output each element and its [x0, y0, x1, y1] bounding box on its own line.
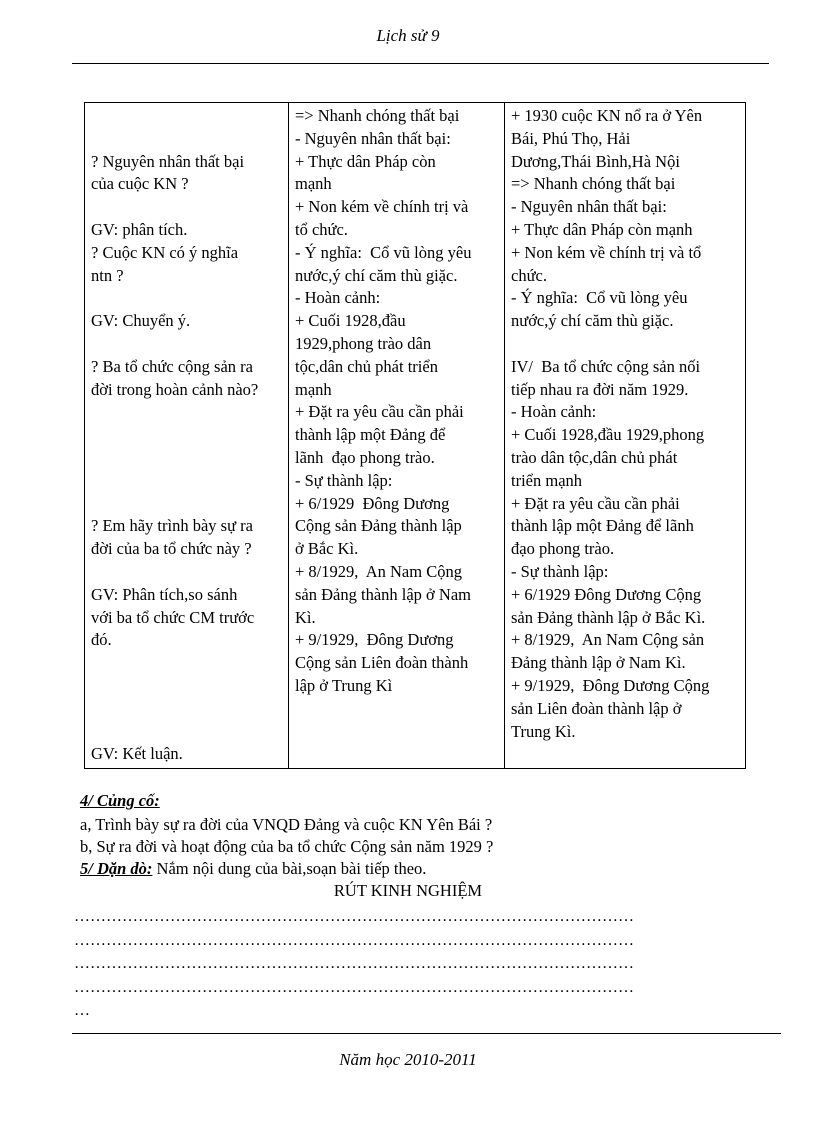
col1-line: [91, 493, 282, 516]
col3-line: triển mạnh: [511, 470, 583, 490]
col1-line: GV: Kết luận.: [91, 744, 183, 764]
col3-line: Dương,Thái Bình,Hà Nội: [511, 151, 680, 171]
col1-line: ? Em hãy trình bày sự ra: [91, 516, 253, 536]
col3-line: sản Liên đoàn thành lập ở: [511, 698, 682, 718]
col3-line: + 1930 cuộc KN nổ ra ở Yên: [511, 106, 703, 125]
col3-line: + 8/1929, An Nam Cộng sản: [511, 630, 705, 650]
col3-line: Bái, Phú Thọ, Hải: [511, 128, 631, 148]
col1-line: [91, 675, 282, 698]
col2-line: + 9/1929, Đông Dương: [295, 630, 454, 650]
lesson-table: [84, 102, 746, 769]
col3-line: + 6/1929 Đông Dương Cộng: [511, 584, 702, 604]
col1-line: [91, 333, 282, 356]
col2-line: mạnh: [295, 174, 332, 194]
col2-line: + Đặt ra yêu cầu cần phải: [295, 402, 464, 422]
page-footer-text: Năm học 2010-2011: [339, 1050, 477, 1069]
col2-line: - Ý nghĩa: Cổ vũ lòng yêu: [295, 242, 472, 262]
col3-line: IV/ Ba tổ chức cộng sản nối: [511, 356, 701, 376]
col3-line: - Hoàn cảnh:: [511, 402, 597, 422]
col1-line: [91, 652, 282, 675]
col2-line: ở Bắc Kì.: [295, 539, 359, 559]
col2-line: lập ở Trung Kì: [295, 675, 393, 695]
col3-line: [511, 333, 739, 356]
consolidation-question-b: b, Sự ra đời và hoạt động của ba tổ chức Cộng sản năm 1929 ?: [80, 837, 494, 856]
student-activity-cell: [289, 103, 505, 769]
experience-dot-line: …: [74, 1002, 90, 1019]
col2-line: 1929,phong trào dân: [295, 333, 432, 353]
col3-line: thành lập một Đảng để lãnh: [511, 516, 694, 536]
col1-line: ? Cuộc KN có ý nghĩa: [91, 242, 239, 262]
col1-line: [91, 698, 282, 721]
teacher-activity-lines: [91, 105, 282, 766]
header-divider: [72, 63, 769, 64]
col3-line: + 9/1929, Đông Dương Cộng: [511, 675, 710, 695]
col1-line: [91, 470, 282, 493]
col1-line: [91, 196, 282, 219]
homework-heading: 5/ Dặn dò:: [80, 859, 153, 878]
col2-line: tổ chức.: [295, 219, 348, 239]
col3-line: Trung Kì.: [511, 721, 576, 741]
consolidation-question-a: a, Trình bày sự ra đời của VNQD Đảng và cuộc KN Yên Bái ?: [80, 815, 493, 834]
lesson-content-cell: [505, 103, 746, 769]
col2-line: + Thực dân Pháp còn: [295, 151, 436, 171]
col1-line: [91, 424, 282, 447]
col1-line: đời trong hoàn cảnh nào?: [91, 379, 259, 399]
col1-line: với ba tổ chức CM trước: [91, 607, 255, 627]
col3-line: sản Đảng thành lập ở Bắc Kì.: [511, 607, 706, 627]
col2-line: mạnh: [295, 379, 332, 399]
col3-line: + Cuối 1928,đầu 1929,phong: [511, 425, 705, 445]
col2-line: + Cuối 1928,đầu: [295, 311, 406, 331]
experience-dot-line: ……………………………………………………………………………………………: [74, 908, 634, 925]
col2-line: => Nhanh chóng thất bại: [295, 106, 460, 125]
col2-line: - Sự thành lập:: [295, 470, 393, 490]
col2-line: tộc,dân chủ phát triển: [295, 356, 438, 376]
col2-line: nước,ý chí căm thù giặc.: [295, 265, 458, 285]
col2-line: sản Đảng thành lập ở Nam: [295, 584, 471, 604]
col2-line: - Nguyên nhân thất bại:: [295, 128, 451, 148]
experience-dot-line: ……………………………………………………………………………………………: [74, 955, 634, 972]
col3-line: + Thực dân Pháp còn mạnh: [511, 219, 693, 239]
experience-dot-line: ……………………………………………………………………………………………: [74, 979, 634, 996]
col1-line: [91, 105, 282, 128]
col1-line: GV: phân tích.: [91, 219, 188, 239]
col2-line: + 8/1929, An Nam Cộng: [295, 561, 462, 581]
col3-line: Đảng thành lập ở Nam Kì.: [511, 653, 686, 673]
col3-line: - Nguyên nhân thất bại:: [511, 197, 667, 217]
col2-line: Cộng sản Liên đoàn thành: [295, 653, 469, 673]
col1-line: [91, 447, 282, 470]
page-header-title: Lịch sử 9: [376, 26, 440, 45]
col1-line: ? Nguyên nhân thất bại: [91, 151, 245, 171]
col1-line: GV: Phân tích,so sánh: [91, 584, 238, 604]
lesson-table-row: [85, 103, 746, 769]
col2-line: thành lập một Đảng để: [295, 425, 446, 445]
col2-line: - Hoàn cảnh:: [295, 288, 381, 308]
teacher-activity-cell: [85, 103, 289, 769]
col3-line: chức.: [511, 265, 547, 285]
student-activity-lines: [295, 105, 498, 698]
experience-dot-line: ……………………………………………………………………………………………: [74, 932, 634, 949]
col3-line: => Nhanh chóng thất bại: [511, 174, 676, 194]
consolidation-heading: [80, 790, 160, 813]
col2-line: Cộng sản Đảng thành lập: [295, 516, 462, 536]
col1-line: GV: Chuyển ý.: [91, 311, 191, 331]
col3-line: trào dân tộc,dân chủ phát: [511, 447, 678, 467]
col3-line: đạo phong trào.: [511, 539, 615, 559]
consolidation-heading-text: 4/ Củng cố:: [80, 791, 160, 810]
col1-line: [91, 401, 282, 424]
experience-title: RÚT KINH NGHIỆM: [333, 881, 483, 900]
footer-divider: [72, 1033, 781, 1034]
col2-line: lãnh đạo phong trào.: [295, 447, 435, 467]
col1-line: đó.: [91, 630, 112, 650]
col3-line: + Non kém về chính trị và tổ: [511, 242, 702, 262]
col1-line: đời của ba tổ chức này ?: [91, 539, 252, 559]
col3-line: + Đặt ra yêu cầu cần phải: [511, 493, 680, 513]
col1-line: của cuộc KN ?: [91, 174, 189, 194]
col1-line: [91, 721, 282, 744]
col1-line: [91, 287, 282, 310]
homework-line: [80, 858, 426, 881]
col1-line: ? Ba tổ chức cộng sản ra: [91, 356, 253, 376]
homework-text: Nắm nội dung của bài,soạn bài tiếp theo.: [152, 859, 427, 878]
col1-line: [91, 561, 282, 584]
col2-line: Kì.: [295, 607, 316, 627]
col2-line: + 6/1929 Đông Dương: [295, 493, 450, 513]
col3-line: - Sự thành lập:: [511, 561, 609, 581]
col3-line: - Ý nghĩa: Cổ vũ lòng yêu: [511, 288, 688, 308]
col3-line: tiếp nhau ra đời năm 1929.: [511, 379, 689, 399]
lesson-content-lines: [511, 105, 739, 743]
col1-line: ntn ?: [91, 265, 124, 285]
col1-line: [91, 128, 282, 151]
col2-line: + Non kém về chính trị và: [295, 197, 469, 217]
col3-line: nước,ý chí căm thù giặc.: [511, 311, 674, 331]
